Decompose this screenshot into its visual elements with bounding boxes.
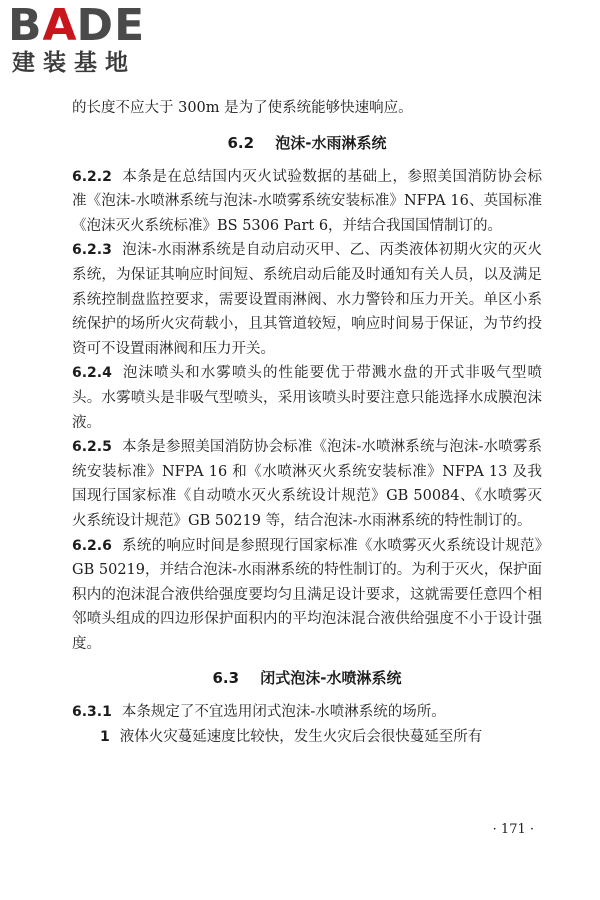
item-number: 1: [100, 729, 110, 746]
clause-6-3-1: [72, 700, 542, 725]
list-item-1: [72, 725, 542, 750]
logo: [8, 0, 178, 84]
clause-text: 本条是参照美国消防协会标准《泡沫-水喷淋系统与泡沫-水喷雾系统安装标准》NFPA 16 和《水喷淋灭火系统安装标准》NFPA 13 及我国现行国家标准《自动喷水灭火系统设计规范》GB 50084、《水喷雾灭火系统设计规范》GB 50219 等，结合泡沫-水雨淋系统的特性制订的。: [72, 439, 542, 529]
clause-text: 本条是在总结国内灭火试验数据的基础上，参照美国消防协会标准《泡沫-水喷淋系统与泡沫-水喷雾系统安装标准》NFPA 16、英国标准《泡沫灭火系统标准》BS 5306 Part 6，并结合我国国情制订的。: [72, 168, 542, 234]
logo-wordmark: [8, 0, 178, 51]
clause-number: 6.3.1: [72, 704, 112, 721]
section-heading-6-2: [72, 131, 542, 155]
logo-letter-b: B: [8, 0, 43, 51]
section-number: 6.3: [212, 669, 240, 688]
section-number: 6.2: [227, 133, 255, 152]
clause-number: 6.2.3: [72, 242, 112, 259]
section-title: 闭式泡沫-水喷淋系统: [260, 669, 402, 688]
page-number: · 171 ·: [492, 822, 534, 837]
clause-number: 6.2.5: [72, 439, 112, 456]
clause-text: 系统的响应时间是参照现行国家标准《水喷雾灭火系统设计规范》GB 50219，并结合泡沫-水雨淋系统的特性制订的。为利于灭火，保护面积内的泡沫混合液供给强度要均匀且满足设计要求，这就需要任意四个相邻喷头组成的四边形保护面积内的平均泡沫混合液供给强度不小于设计强度。: [72, 537, 542, 652]
section-heading-6-3: [72, 666, 542, 690]
clause-text: 本条规定了不宜选用闭式泡沫-水喷淋系统的场所。: [121, 704, 446, 721]
intro-line: 的长度不应大于 300m 是为了使系统能够快速响应。: [72, 100, 413, 116]
item-text: 液体火灾蔓延速度比较快，发生火灾后会很快蔓延至所有: [119, 729, 483, 746]
section-title: 泡沫-水雨淋系统: [275, 133, 387, 152]
clause-6-2-4: [72, 361, 542, 435]
clause-number: 6.2.6: [72, 537, 112, 554]
logo-triangle-mark: A: [42, 0, 78, 51]
logo-letters-de: DE: [76, 0, 146, 51]
clause-text: 泡沫-水雨淋系统是自动启动灭甲、乙、丙类液体初期火灾的灭火系统，为保证其响应时间短、系统启动后能及时通知有关人员，以及满足系统控制盘监控要求，需要设置雨淋阀、水力警铃和压力开关。单区小系统保护的场所火灾荷载小，且其管道较短，响应时间易于保证，为节约投资可不设置雨淋阀和压力开关。: [72, 242, 542, 357]
clause-number: 6.2.4: [72, 365, 112, 382]
clause-6-2-5: [72, 435, 542, 533]
clause-6-2-2: [72, 165, 542, 239]
logo-subtitle: 建装基地: [12, 50, 136, 76]
clause-6-2-3: [72, 238, 542, 361]
clause-number: 6.2.2: [72, 168, 112, 185]
clause-text: 泡沫喷头和水雾喷头的性能要优于带溅水盘的开式非吸气型喷头。水雾喷头是非吸气型喷头，采用该喷头时要注意只能选择水成膜泡沫液。: [72, 365, 542, 431]
clause-6-2-6: [72, 534, 542, 657]
document-body: [72, 96, 542, 750]
